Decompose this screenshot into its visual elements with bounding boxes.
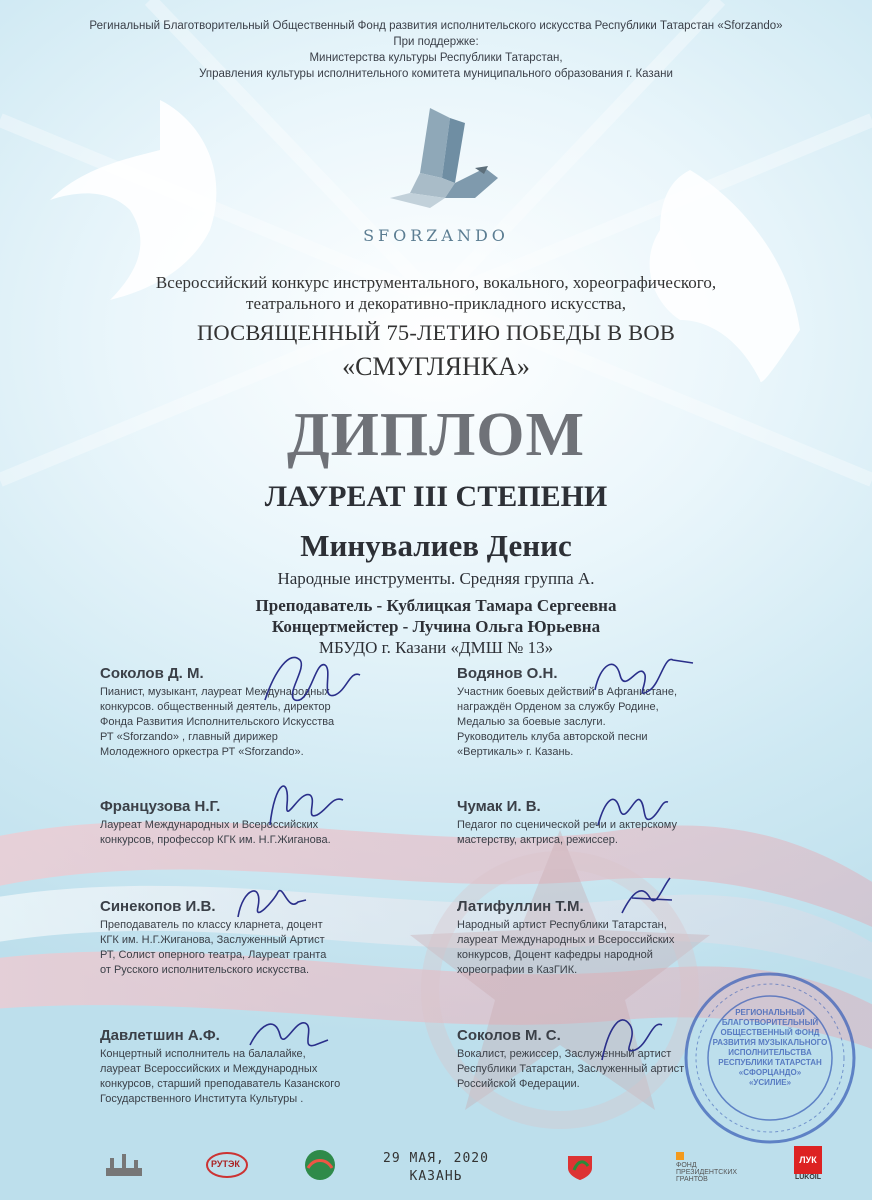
jury-name: Латифуллин Т.М. [457,898,584,915]
rutek-logo-text: РУТЭК [211,1159,240,1169]
jury-desc-line: Лауреат Международных и Всероссийских [100,819,319,831]
jury-desc-line: лауреат Международных и Всероссийских [457,934,675,946]
lukoil-logo [788,1146,828,1181]
diploma-title: ДИПЛОМ [286,401,586,469]
competition-line-2: театрального и декоративно-прикладного искусства, [246,294,626,313]
jury-desc-line: Концертный исполнитель на балалайке, [100,1048,306,1060]
jury-desc-line: Фонда Развития Исполнительского Искусства [100,716,335,728]
jury-name: Чумак И. В. [457,798,541,815]
jury-desc-line: Народный артист Республики Татарстан, [457,919,667,931]
stamp-line: «УСИЛИЕ» [748,1078,792,1087]
competition-title: «СМУГЛЯНКА» [342,352,530,381]
jury-desc-line: Педагог по сценической речи и актерскому [457,819,677,831]
jury-desc-line: Молодежного оркестра РТ «Sforzando». [100,746,304,758]
stamp-text [704,1008,836,1088]
header-line-ministry: Министерства культуры Республики Татарстан, [309,52,563,64]
signature-scribble-icon [612,868,682,923]
jury-desc-line: конкурсов. общественный деятель, директор [100,701,331,713]
jury-name: Синекопов И.В. [100,898,216,915]
competition-dedication: ПОСВЯЩЕННЫЙ 75-ЛЕТИЮ ПОБЕДЫ В ВОВ [196,320,676,345]
jury-desc-line: Руководитель клуба авторской песни [457,731,648,743]
issue-date: 29 МАЯ, 2020 [383,1151,489,1166]
school-line: МБУДО г. Казани «ДМШ № 13» [318,638,554,657]
jury-desc-line: РТ, Солист оперного театра, Лауреат гранта [100,949,327,961]
kremlin-logo-icon [104,1150,144,1180]
competition-line-1: Всероссийский конкурс инструментального, вокального, хореографического, [155,273,717,292]
jury-desc-line: КГК им. Н.Г.Жиганова, Заслуженный Артист [100,934,325,946]
jury-desc-line: Российской Федерации. [457,1078,580,1090]
jury-desc-line: РТ «Sforzando» , главный дирижер [100,731,278,743]
grants-logo-mark-icon [676,1152,684,1160]
jury-name: Соколов М. С. [457,1027,561,1044]
jury-desc-line: конкурсов, старший преподаватель Казанского [100,1078,341,1090]
stamp-line: «СФОРЦАНДО» [738,1068,802,1077]
grants-logo-line: ГРАНТОВ [676,1176,708,1183]
jury-name: Французова Н.Г. [100,798,221,815]
jury-desc-line: «Вертикаль» г. Казань. [457,746,574,758]
signature-scribble-icon [585,645,695,715]
jury-name: Давлетшин А.Ф. [100,1027,220,1044]
jury-desc-line: конкурсов, Доцент кафедры народной [457,949,653,961]
category-line: Народные инструменты. Средняя группа А. [277,569,595,588]
rutek-logo [205,1150,249,1180]
teacher-line: Преподаватель - Кублицкая Тамара Сергеевна [255,596,617,615]
competition-block [0,272,872,384]
dove-left-icon [50,100,216,300]
grants-logo-line: ПРЕЗИДЕНТСКИХ [676,1169,738,1176]
jury-desc-line: награждён Орденом за службу Родине, [457,701,659,713]
jury-desc-line: Вокалист, режиссер, Заслуженный артист [457,1048,672,1060]
header-block [0,18,872,82]
jury-desc-line: конкурсов, профессор КГК им. Н.Г.Жиганова. [100,834,331,846]
jury-desc-line: лауреат Всероссийских и Международных [100,1063,318,1075]
header-line-organizer: Регинальный Благотворительный Общественный Фонд развития исполнительского искусства Республики Татарстан «Sforzando» [89,20,783,32]
stamp-line: ОБЩЕСТВЕННЫЙ ФОНД [720,1028,820,1037]
signature-scribble-icon [228,872,308,932]
jury-name: Водянов О.Н. [457,665,558,682]
grants-logo-line: ФОНД [676,1162,697,1169]
kazan-emblem-icon [560,1148,600,1182]
participant-info [0,568,872,658]
jury-desc-line: Государственного Института Культуры . [100,1093,304,1105]
jury-desc-line: Участник боевых действий в Афганистане, [457,686,678,698]
stamp-line: РАЗВИТИЯ МУЗЫКАЛЬНОГО [712,1038,828,1047]
stamp-line: РЕГИОНАЛЬНЫЙ [735,1008,805,1017]
header-line-department: Управления культуры исполнительного комитета муниципального образования г. Казани [199,68,673,80]
header-line-support: При поддержке: [393,36,479,48]
jury-desc-line: Пианист, музыкант, лауреат Международных [100,686,330,698]
presidential-grants-logo [676,1152,748,1183]
signature-scribble-icon [590,1000,670,1070]
lukoil-label: LUKOIL [794,1174,822,1181]
accompanist-line: Концертмейстер - Лучина Ольга Юрьевна [271,617,601,636]
jury-desc-line: мастерству, актриса, режиссер. [457,834,618,846]
laureate-degree: ЛАУРЕАТ III СТЕПЕНИ [264,480,608,513]
jury-desc-line: Преподаватель по классу кларнета, доцент [100,919,323,931]
tatarstan-emblem-icon [300,1148,340,1182]
jury-desc-line: от Русского исполнительского искусства. [100,964,309,976]
signature-scribble-icon [590,780,670,840]
jury-desc-line: Республики Татарстан, Заслуженный артист [457,1063,685,1075]
stamp-line: РЕСПУБЛИКИ ТАТАРСТАН [718,1058,822,1067]
brand-wordmark: SFORZANDO [363,226,509,245]
participant-name: Минувалиев Денис [300,528,572,563]
stamp-line: БЛАГОТВОРИТЕЛЬНЫЙ [721,1018,819,1027]
sforzando-bird-logo-icon [380,98,510,218]
lukoil-mark-icon: ЛУК [794,1146,822,1174]
signature-scribble-icon [255,770,345,840]
signature-scribble-icon [240,1005,330,1065]
jury-desc-line: хореографии в КазГИК. [457,964,578,976]
signature-scribble-icon [255,640,365,720]
jury-name: Соколов Д. М. [100,665,204,682]
jury-desc-line: Медалью за боевые заслуги. [457,716,606,728]
issue-city: КАЗАНЬ [409,1169,463,1184]
stamp-line: ИСПОЛНИТЕЛЬСТВА [728,1048,812,1057]
